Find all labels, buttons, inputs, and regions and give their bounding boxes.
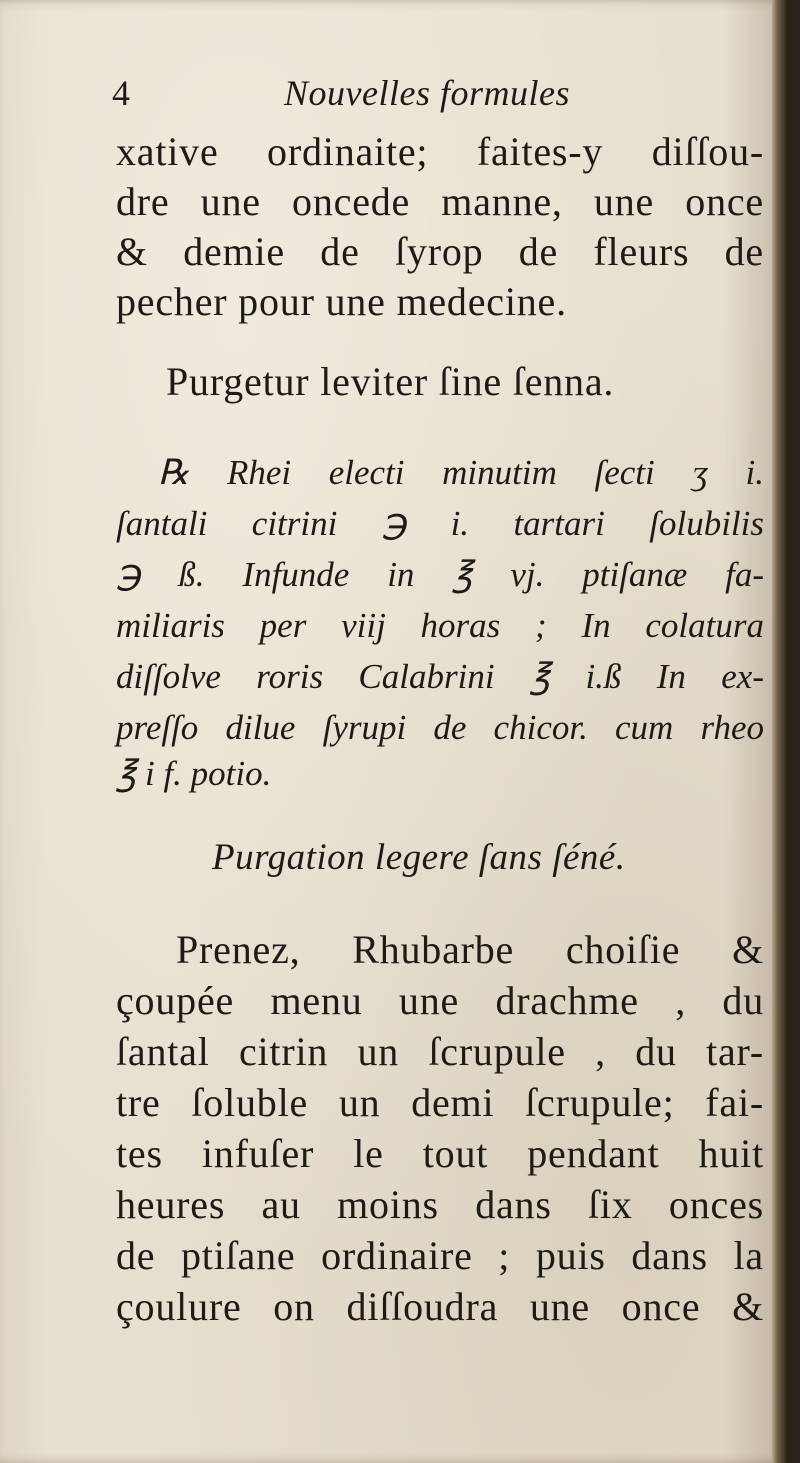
- paragraph-2-line-3: ſantal citrin un ſcrupule , du tar-: [116, 1029, 764, 1074]
- paragraph-1-line-4: pecher pour une medecine.: [116, 279, 567, 324]
- paragraph-2-line-8: çoulure on diſſoudra une once &: [116, 1284, 764, 1329]
- paragraph-2-line-4: tre ſoluble un demi ſcrupule; fai-: [116, 1080, 764, 1125]
- running-head: [112, 72, 632, 116]
- paragraph-2-line-6: heures au moins dans ſix onces: [116, 1182, 764, 1227]
- recipe-line-1: ℞ Rhei electi minutim ſecti ʒ i.: [158, 453, 764, 492]
- paragraph-2-line-2: çoupée menu une drachme , du: [116, 978, 764, 1023]
- page-number: 4: [112, 73, 130, 113]
- section-heading-latin: Purgetur leviter ſine ſenna.: [166, 359, 615, 404]
- recipe-line-3: ℈ ß. Infunde in ℥ vj. ptiſanæ fa-: [116, 555, 764, 594]
- recipe-line-2: ſantali citrini ℈ i. tartari ſolubilis: [116, 504, 764, 543]
- running-title: Nouvelles formules: [284, 73, 570, 113]
- section-heading-french: Purgation legere ſans ſéné.: [212, 837, 626, 878]
- page-edge: [772, 0, 786, 1463]
- recipe-line-6: preſſo dilue ſyrupi de chicor. cum rheo: [116, 708, 764, 747]
- paragraph-2-line-7: de ptiſane ordinaire ; puis dans la: [116, 1233, 764, 1278]
- paragraph-1-line-2: dre une oncede manne, une once: [116, 179, 764, 224]
- recipe-line-7: ℥ i f. potio.: [116, 754, 272, 793]
- paragraph-1-line-3: & demie de ſyrop de fleurs de: [116, 229, 764, 274]
- paragraph-2-line-5: tes infuſer le tout pendant huit: [116, 1131, 764, 1176]
- recipe-line-4: miliaris per viij horas ; In colatura: [116, 606, 764, 645]
- paragraph-1-line-1: xative ordinaite; faites-y diſſou-: [116, 129, 764, 174]
- paragraph-2-line-1: Prenez, Rhubarbe choiſie &: [176, 927, 764, 972]
- recipe-line-5: diſſolve roris Calabrini ℥ i.ß In ex-: [116, 657, 764, 696]
